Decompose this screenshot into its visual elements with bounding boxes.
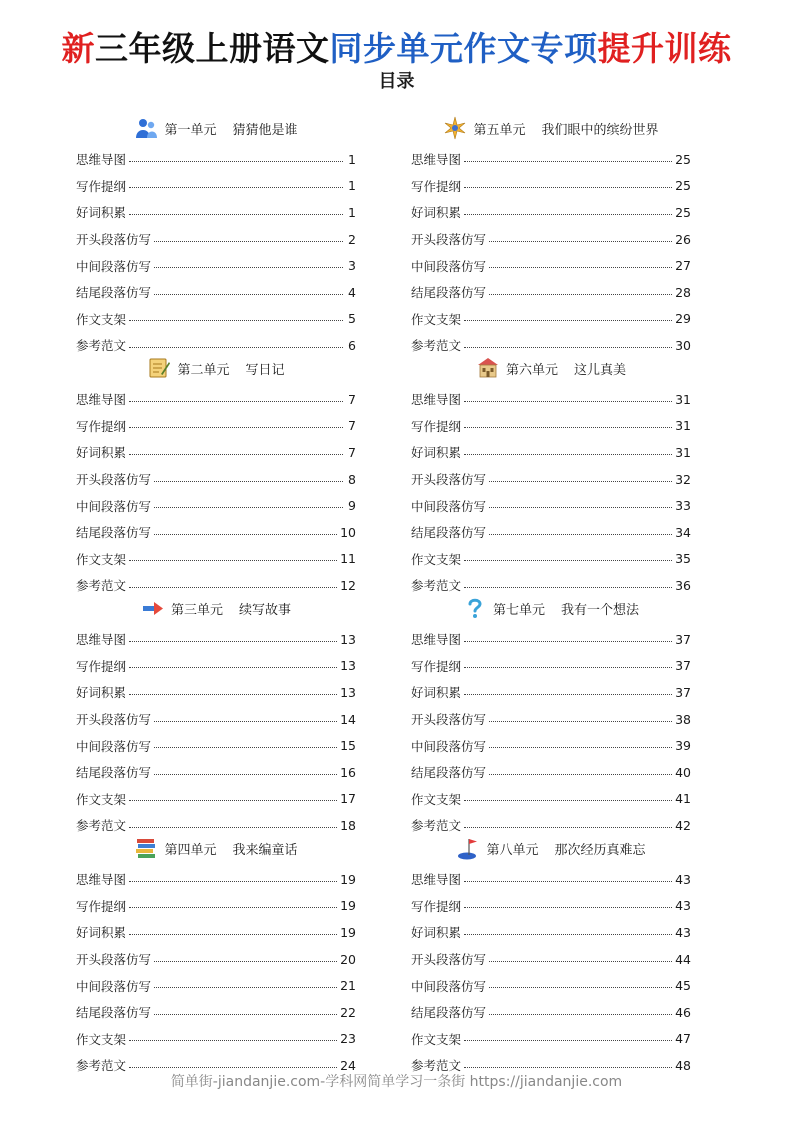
toc-entry[interactable] xyxy=(411,546,691,573)
toc-page-number: 8 xyxy=(348,471,356,487)
toc-page-number: 1 xyxy=(348,204,356,220)
building-icon xyxy=(476,356,500,380)
toc-entry-label: 开头段落仿写 xyxy=(411,712,487,728)
toc-page-number: 13 xyxy=(340,658,356,674)
toc-entry-label: 思维导图 xyxy=(411,392,462,408)
dot-leader xyxy=(464,347,672,348)
dot-leader xyxy=(129,1067,337,1068)
toc-entry-label: 参考范文 xyxy=(76,578,127,594)
toc-entry[interactable] xyxy=(411,706,691,733)
people-icon xyxy=(134,116,158,140)
toc-entry-label: 作文支架 xyxy=(411,311,462,327)
unit-title: 我来编童话 xyxy=(232,842,298,858)
toc-page-number: 43 xyxy=(675,924,691,940)
toc-page-number: 31 xyxy=(675,418,691,434)
toc-entry-label: 参考范文 xyxy=(411,338,462,354)
dot-leader xyxy=(464,667,672,668)
toc-unit xyxy=(76,590,356,834)
toc-page-number: 37 xyxy=(675,631,691,647)
unit-title: 那次经历真难忘 xyxy=(554,842,646,858)
toc-page-number: 7 xyxy=(348,391,356,407)
toc-entry-label: 中间段落仿写 xyxy=(76,258,152,274)
dot-leader xyxy=(489,987,672,988)
toc-entry[interactable] xyxy=(76,546,356,573)
dot-leader xyxy=(129,881,337,882)
toc-entry[interactable] xyxy=(411,679,691,706)
unit-label: 第五单元 xyxy=(473,122,526,138)
toc-entry[interactable] xyxy=(411,946,691,973)
unit-label: 第七单元 xyxy=(492,602,545,618)
toc-page-number: 43 xyxy=(675,898,691,914)
toc-entry-label: 中间段落仿写 xyxy=(411,498,487,514)
toc-entry[interactable] xyxy=(411,653,691,680)
arrow-icon xyxy=(141,596,165,620)
toc-entry-label: 写作提纲 xyxy=(411,178,462,194)
toc-entry[interactable] xyxy=(411,252,691,279)
dot-leader xyxy=(129,1040,337,1041)
toc-page-number: 6 xyxy=(348,337,356,353)
toc-entry-label: 好词积累 xyxy=(411,925,462,941)
dot-leader xyxy=(129,427,343,428)
toc-entry[interactable] xyxy=(76,279,356,306)
toc-entry[interactable] xyxy=(76,199,356,226)
toc-entry-label: 思维导图 xyxy=(76,152,127,168)
toc-entry[interactable] xyxy=(76,893,356,920)
flag-icon xyxy=(456,836,480,860)
toc-entry[interactable] xyxy=(411,173,691,200)
toc-page-number: 25 xyxy=(675,204,691,220)
dot-leader xyxy=(464,800,672,801)
toc-entry[interactable] xyxy=(76,946,356,973)
dot-leader xyxy=(154,267,343,268)
toc-entry-label: 写作提纲 xyxy=(411,658,462,674)
dot-leader xyxy=(129,161,343,162)
toc-column-left xyxy=(76,110,356,1074)
toc-entry[interactable] xyxy=(76,999,356,1026)
toc-unit xyxy=(76,350,356,594)
toc-entry-label: 思维导图 xyxy=(76,632,127,648)
toc-page-number: 22 xyxy=(340,1004,356,1020)
toc-page-number: 5 xyxy=(348,311,356,327)
toc-page-number: 30 xyxy=(675,337,691,353)
title-part: 提升训练 xyxy=(597,29,732,68)
toc-page-number: 21 xyxy=(340,978,356,994)
toc-entry[interactable] xyxy=(411,1026,691,1053)
toc-entry[interactable] xyxy=(411,919,691,946)
toc-entry[interactable] xyxy=(76,519,356,546)
unit-label: 第三单元 xyxy=(170,602,223,618)
toc-column-right xyxy=(411,110,691,1074)
page-footer: 简单街-jiandanjie.com-学科网简单学习一条街 https://jiandanjie.com xyxy=(170,1074,623,1090)
toc-page-number: 12 xyxy=(340,577,356,593)
toc-page-number: 17 xyxy=(340,791,356,807)
dot-leader xyxy=(489,294,672,295)
toc-entry[interactable] xyxy=(411,866,691,893)
toc-page-number: 1 xyxy=(348,178,356,194)
dot-leader xyxy=(464,401,672,402)
toc-entry-label: 开头段落仿写 xyxy=(411,472,487,488)
unit-title: 这儿真美 xyxy=(574,362,627,378)
toc-page-number: 36 xyxy=(675,577,691,593)
toc-page-number: 35 xyxy=(675,551,691,567)
toc-entry-label: 作文支架 xyxy=(76,311,127,327)
dot-leader xyxy=(489,481,672,482)
toc-entry-label: 参考范文 xyxy=(76,1058,127,1074)
toc-entry[interactable] xyxy=(411,306,691,333)
dot-leader xyxy=(129,454,343,455)
toc-entry[interactable] xyxy=(76,972,356,999)
toc-entry-label: 参考范文 xyxy=(76,338,127,354)
page-title xyxy=(0,28,793,70)
toc-unit xyxy=(411,590,691,834)
toc-page-number: 18 xyxy=(340,817,356,833)
toc-entry-label: 中间段落仿写 xyxy=(411,978,487,994)
unit-heading xyxy=(411,350,691,386)
toc-entry[interactable] xyxy=(411,226,691,253)
toc-page-number: 46 xyxy=(675,1004,691,1020)
toc-entry-label: 开头段落仿写 xyxy=(411,232,487,248)
toc-page-number: 38 xyxy=(675,711,691,727)
toc-page-number: 4 xyxy=(348,284,356,300)
toc-entry[interactable] xyxy=(411,199,691,226)
unit-label: 第六单元 xyxy=(505,362,558,378)
dot-leader xyxy=(464,427,672,428)
books-icon xyxy=(134,836,158,860)
unit-heading xyxy=(76,110,356,146)
toc-entry[interactable] xyxy=(76,866,356,893)
dot-leader xyxy=(129,347,343,348)
unit-title: 我们眼中的缤纷世界 xyxy=(541,122,659,138)
toc-entry[interactable] xyxy=(411,466,691,493)
toc-entry-label: 写作提纲 xyxy=(411,898,462,914)
toc-page-number: 48 xyxy=(675,1057,691,1073)
dot-leader xyxy=(129,694,337,695)
unit-label: 第一单元 xyxy=(164,122,217,138)
toc-page-number: 33 xyxy=(675,498,691,514)
toc-entry[interactable] xyxy=(76,626,356,653)
dot-leader xyxy=(154,774,337,775)
dot-leader xyxy=(154,961,337,962)
toc-page-number: 24 xyxy=(340,1057,356,1073)
dot-leader xyxy=(489,774,672,775)
toc-page-number: 2 xyxy=(348,231,356,247)
toc-entry[interactable] xyxy=(76,679,356,706)
toc-entry-label: 写作提纲 xyxy=(76,418,127,434)
dot-leader xyxy=(464,881,672,882)
unit-title: 写日记 xyxy=(245,362,285,378)
toc-page-number: 26 xyxy=(675,231,691,247)
toc-entry[interactable] xyxy=(76,146,356,173)
toc-entry[interactable] xyxy=(411,519,691,546)
dot-leader xyxy=(154,507,343,508)
toc-page-number: 45 xyxy=(675,978,691,994)
dot-leader xyxy=(154,481,343,482)
toc-entry[interactable] xyxy=(76,786,356,813)
dot-leader xyxy=(154,987,337,988)
dot-leader xyxy=(154,294,343,295)
toc-entry[interactable] xyxy=(76,919,356,946)
notebook-icon xyxy=(147,356,171,380)
toc-entry[interactable] xyxy=(411,732,691,759)
toc-page-number: 32 xyxy=(675,471,691,487)
toc-page-number: 20 xyxy=(340,951,356,967)
unit-heading xyxy=(76,830,356,866)
toc-entry-label: 参考范文 xyxy=(411,1058,462,1074)
dot-leader xyxy=(489,241,672,242)
toc-entry-label: 思维导图 xyxy=(76,872,127,888)
dot-leader xyxy=(129,560,337,561)
toc-entry[interactable] xyxy=(76,252,356,279)
toc-entry-label: 思维导图 xyxy=(76,392,127,408)
dot-leader xyxy=(464,454,672,455)
dot-leader xyxy=(154,721,337,722)
toc-entry-label: 开头段落仿写 xyxy=(76,472,152,488)
dot-leader xyxy=(464,907,672,908)
toc-page-number: 31 xyxy=(675,391,691,407)
toc-page-number: 16 xyxy=(340,764,356,780)
toc-entry-label: 参考范文 xyxy=(76,818,127,834)
dot-leader xyxy=(154,747,337,748)
dot-leader xyxy=(464,694,672,695)
toc-entry-label: 写作提纲 xyxy=(76,658,127,674)
dot-leader xyxy=(489,507,672,508)
toc-page-number: 7 xyxy=(348,418,356,434)
dot-leader xyxy=(154,534,337,535)
toc-page-number: 23 xyxy=(340,1031,356,1047)
toc-entry-label: 中间段落仿写 xyxy=(76,738,152,754)
dot-leader xyxy=(489,267,672,268)
toc-entry-label: 作文支架 xyxy=(411,551,462,567)
toc-entry-label: 作文支架 xyxy=(76,791,127,807)
toc-entry-label: 写作提纲 xyxy=(411,418,462,434)
dot-leader xyxy=(489,747,672,748)
toc-page-number: 37 xyxy=(675,658,691,674)
toc-page-number: 47 xyxy=(675,1031,691,1047)
toc-entry[interactable] xyxy=(76,732,356,759)
toc-entry-label: 中间段落仿写 xyxy=(76,498,152,514)
question-icon xyxy=(463,596,487,620)
toc-entry-label: 好词积累 xyxy=(411,445,462,461)
toc-entry-label: 结尾段落仿写 xyxy=(76,1005,152,1021)
dot-leader xyxy=(489,534,672,535)
toc-entry[interactable] xyxy=(411,492,691,519)
dot-leader xyxy=(464,161,672,162)
toc-entry-label: 开头段落仿写 xyxy=(76,712,152,728)
dot-leader xyxy=(464,214,672,215)
toc-entry-label: 好词积累 xyxy=(76,685,127,701)
toc-page-number: 15 xyxy=(340,738,356,754)
unit-heading xyxy=(411,590,691,626)
dot-leader xyxy=(129,800,337,801)
toc-entry-label: 写作提纲 xyxy=(76,898,127,914)
toc-entry-label: 结尾段落仿写 xyxy=(411,1005,487,1021)
unit-heading xyxy=(411,110,691,146)
toc-entry[interactable] xyxy=(76,386,356,413)
dot-leader xyxy=(464,641,672,642)
toc-entry-label: 开头段落仿写 xyxy=(76,952,152,968)
toc-entry-label: 思维导图 xyxy=(411,632,462,648)
dot-leader xyxy=(464,827,672,828)
toc-entry-label: 结尾段落仿写 xyxy=(76,765,152,781)
title-part: 同步单元作文专项 xyxy=(329,29,598,68)
toc-unit xyxy=(76,830,356,1074)
toc-entry[interactable] xyxy=(76,492,356,519)
toc-entry-label: 结尾段落仿写 xyxy=(411,765,487,781)
toc-entry-label: 结尾段落仿写 xyxy=(411,285,487,301)
toc-entry[interactable] xyxy=(411,146,691,173)
unit-label: 第八单元 xyxy=(486,842,539,858)
toc-page-number: 43 xyxy=(675,871,691,887)
toc-page-number: 28 xyxy=(675,284,691,300)
dot-leader xyxy=(129,827,337,828)
toc-entry-label: 写作提纲 xyxy=(76,178,127,194)
toc-entry[interactable] xyxy=(76,226,356,253)
toc-page-number: 14 xyxy=(340,711,356,727)
toc-page-number: 7 xyxy=(348,444,356,460)
toc-entry-label: 开头段落仿写 xyxy=(411,952,487,968)
toc-page-number: 37 xyxy=(675,684,691,700)
toc-entry[interactable] xyxy=(411,999,691,1026)
toc-entry[interactable] xyxy=(76,466,356,493)
dot-leader xyxy=(489,721,672,722)
toc-heading: 目录 xyxy=(378,71,415,92)
toc-page-number: 34 xyxy=(675,524,691,540)
toc-page-number: 29 xyxy=(675,311,691,327)
unit-label: 第二单元 xyxy=(177,362,230,378)
toc-entry-label: 好词积累 xyxy=(411,685,462,701)
toc-entry[interactable] xyxy=(411,972,691,999)
toc-entry-label: 参考范文 xyxy=(411,818,462,834)
toc-page-number: 3 xyxy=(348,258,356,274)
toc-entry[interactable] xyxy=(411,386,691,413)
unit-title: 续写故事 xyxy=(239,602,292,618)
toc-entry[interactable] xyxy=(76,173,356,200)
dot-leader xyxy=(129,587,337,588)
dot-leader xyxy=(129,214,343,215)
toc-entry[interactable] xyxy=(76,413,356,440)
dot-leader xyxy=(129,187,343,188)
dot-leader xyxy=(129,401,343,402)
dot-leader xyxy=(464,587,672,588)
toc-entry-label: 作文支架 xyxy=(411,791,462,807)
dot-leader xyxy=(464,1067,672,1068)
toc-page-number: 19 xyxy=(340,898,356,914)
toc-entry[interactable] xyxy=(76,439,356,466)
toc-entry[interactable] xyxy=(411,439,691,466)
title-part: 新 xyxy=(61,29,95,68)
dot-leader xyxy=(154,1014,337,1015)
toc-page-number: 1 xyxy=(348,151,356,167)
toc-entry-label: 参考范文 xyxy=(411,578,462,594)
toc-page-number: 13 xyxy=(340,631,356,647)
toc-page-number: 39 xyxy=(675,738,691,754)
dot-leader xyxy=(129,934,337,935)
toc-unit xyxy=(76,110,356,354)
dot-leader xyxy=(489,961,672,962)
toc-page-number: 19 xyxy=(340,871,356,887)
toc-page-number: 27 xyxy=(675,258,691,274)
dot-leader xyxy=(464,187,672,188)
toc-entry-label: 作文支架 xyxy=(411,1031,462,1047)
toc-entry-label: 作文支架 xyxy=(76,1031,127,1047)
toc-entry-label: 结尾段落仿写 xyxy=(76,285,152,301)
toc-entry[interactable] xyxy=(411,279,691,306)
toc-entry[interactable] xyxy=(76,653,356,680)
toc-page-number: 25 xyxy=(675,178,691,194)
toc-entry[interactable] xyxy=(76,759,356,786)
toc-entry-label: 结尾段落仿写 xyxy=(76,525,152,541)
toc-entry-label: 中间段落仿写 xyxy=(411,258,487,274)
sparkle-icon xyxy=(443,116,467,140)
toc-entry[interactable] xyxy=(76,1026,356,1053)
dot-leader xyxy=(129,320,343,321)
unit-heading xyxy=(76,590,356,626)
toc-page-number: 10 xyxy=(340,524,356,540)
toc-page-number: 25 xyxy=(675,151,691,167)
dot-leader xyxy=(129,907,337,908)
toc-entry-label: 思维导图 xyxy=(411,872,462,888)
toc-entry-label: 好词积累 xyxy=(411,205,462,221)
toc-entry[interactable] xyxy=(76,706,356,733)
toc-page-number: 11 xyxy=(340,551,356,567)
toc-page-number: 41 xyxy=(675,791,691,807)
dot-leader xyxy=(464,560,672,561)
toc-entry[interactable] xyxy=(411,413,691,440)
toc-entry-label: 作文支架 xyxy=(76,551,127,567)
toc-unit xyxy=(411,350,691,594)
dot-leader xyxy=(464,1040,672,1041)
toc-entry-label: 思维导图 xyxy=(411,152,462,168)
dot-leader xyxy=(154,241,343,242)
toc-page-number: 9 xyxy=(348,498,356,514)
dot-leader xyxy=(489,1014,672,1015)
toc-entry[interactable] xyxy=(411,786,691,813)
unit-heading xyxy=(76,350,356,386)
toc-entry-label: 好词积累 xyxy=(76,205,127,221)
title-part: 三年级上册语文 xyxy=(95,29,330,68)
dot-leader xyxy=(464,320,672,321)
toc-entry[interactable] xyxy=(411,893,691,920)
toc-page-number: 19 xyxy=(340,924,356,940)
toc-entry[interactable] xyxy=(76,306,356,333)
unit-label: 第四单元 xyxy=(164,842,217,858)
unit-title: 我有一个想法 xyxy=(561,602,640,618)
toc-page-number: 31 xyxy=(675,444,691,460)
toc-entry-label: 结尾段落仿写 xyxy=(411,525,487,541)
toc-entry[interactable] xyxy=(411,626,691,653)
toc-page-number: 42 xyxy=(675,817,691,833)
toc-unit xyxy=(411,830,691,1074)
unit-heading xyxy=(411,830,691,866)
toc-page-number: 44 xyxy=(675,951,691,967)
toc-entry-label: 好词积累 xyxy=(76,445,127,461)
toc-entry[interactable] xyxy=(411,759,691,786)
toc-unit xyxy=(411,110,691,354)
toc-entry-label: 中间段落仿写 xyxy=(76,978,152,994)
unit-title: 猜猜他是谁 xyxy=(232,122,298,138)
toc-entry-label: 好词积累 xyxy=(76,925,127,941)
toc-entry-label: 中间段落仿写 xyxy=(411,738,487,754)
dot-leader xyxy=(464,934,672,935)
dot-leader xyxy=(129,641,337,642)
toc-page-number: 40 xyxy=(675,764,691,780)
toc-page-number: 13 xyxy=(340,684,356,700)
dot-leader xyxy=(129,667,337,668)
toc-entry-label: 开头段落仿写 xyxy=(76,232,152,248)
